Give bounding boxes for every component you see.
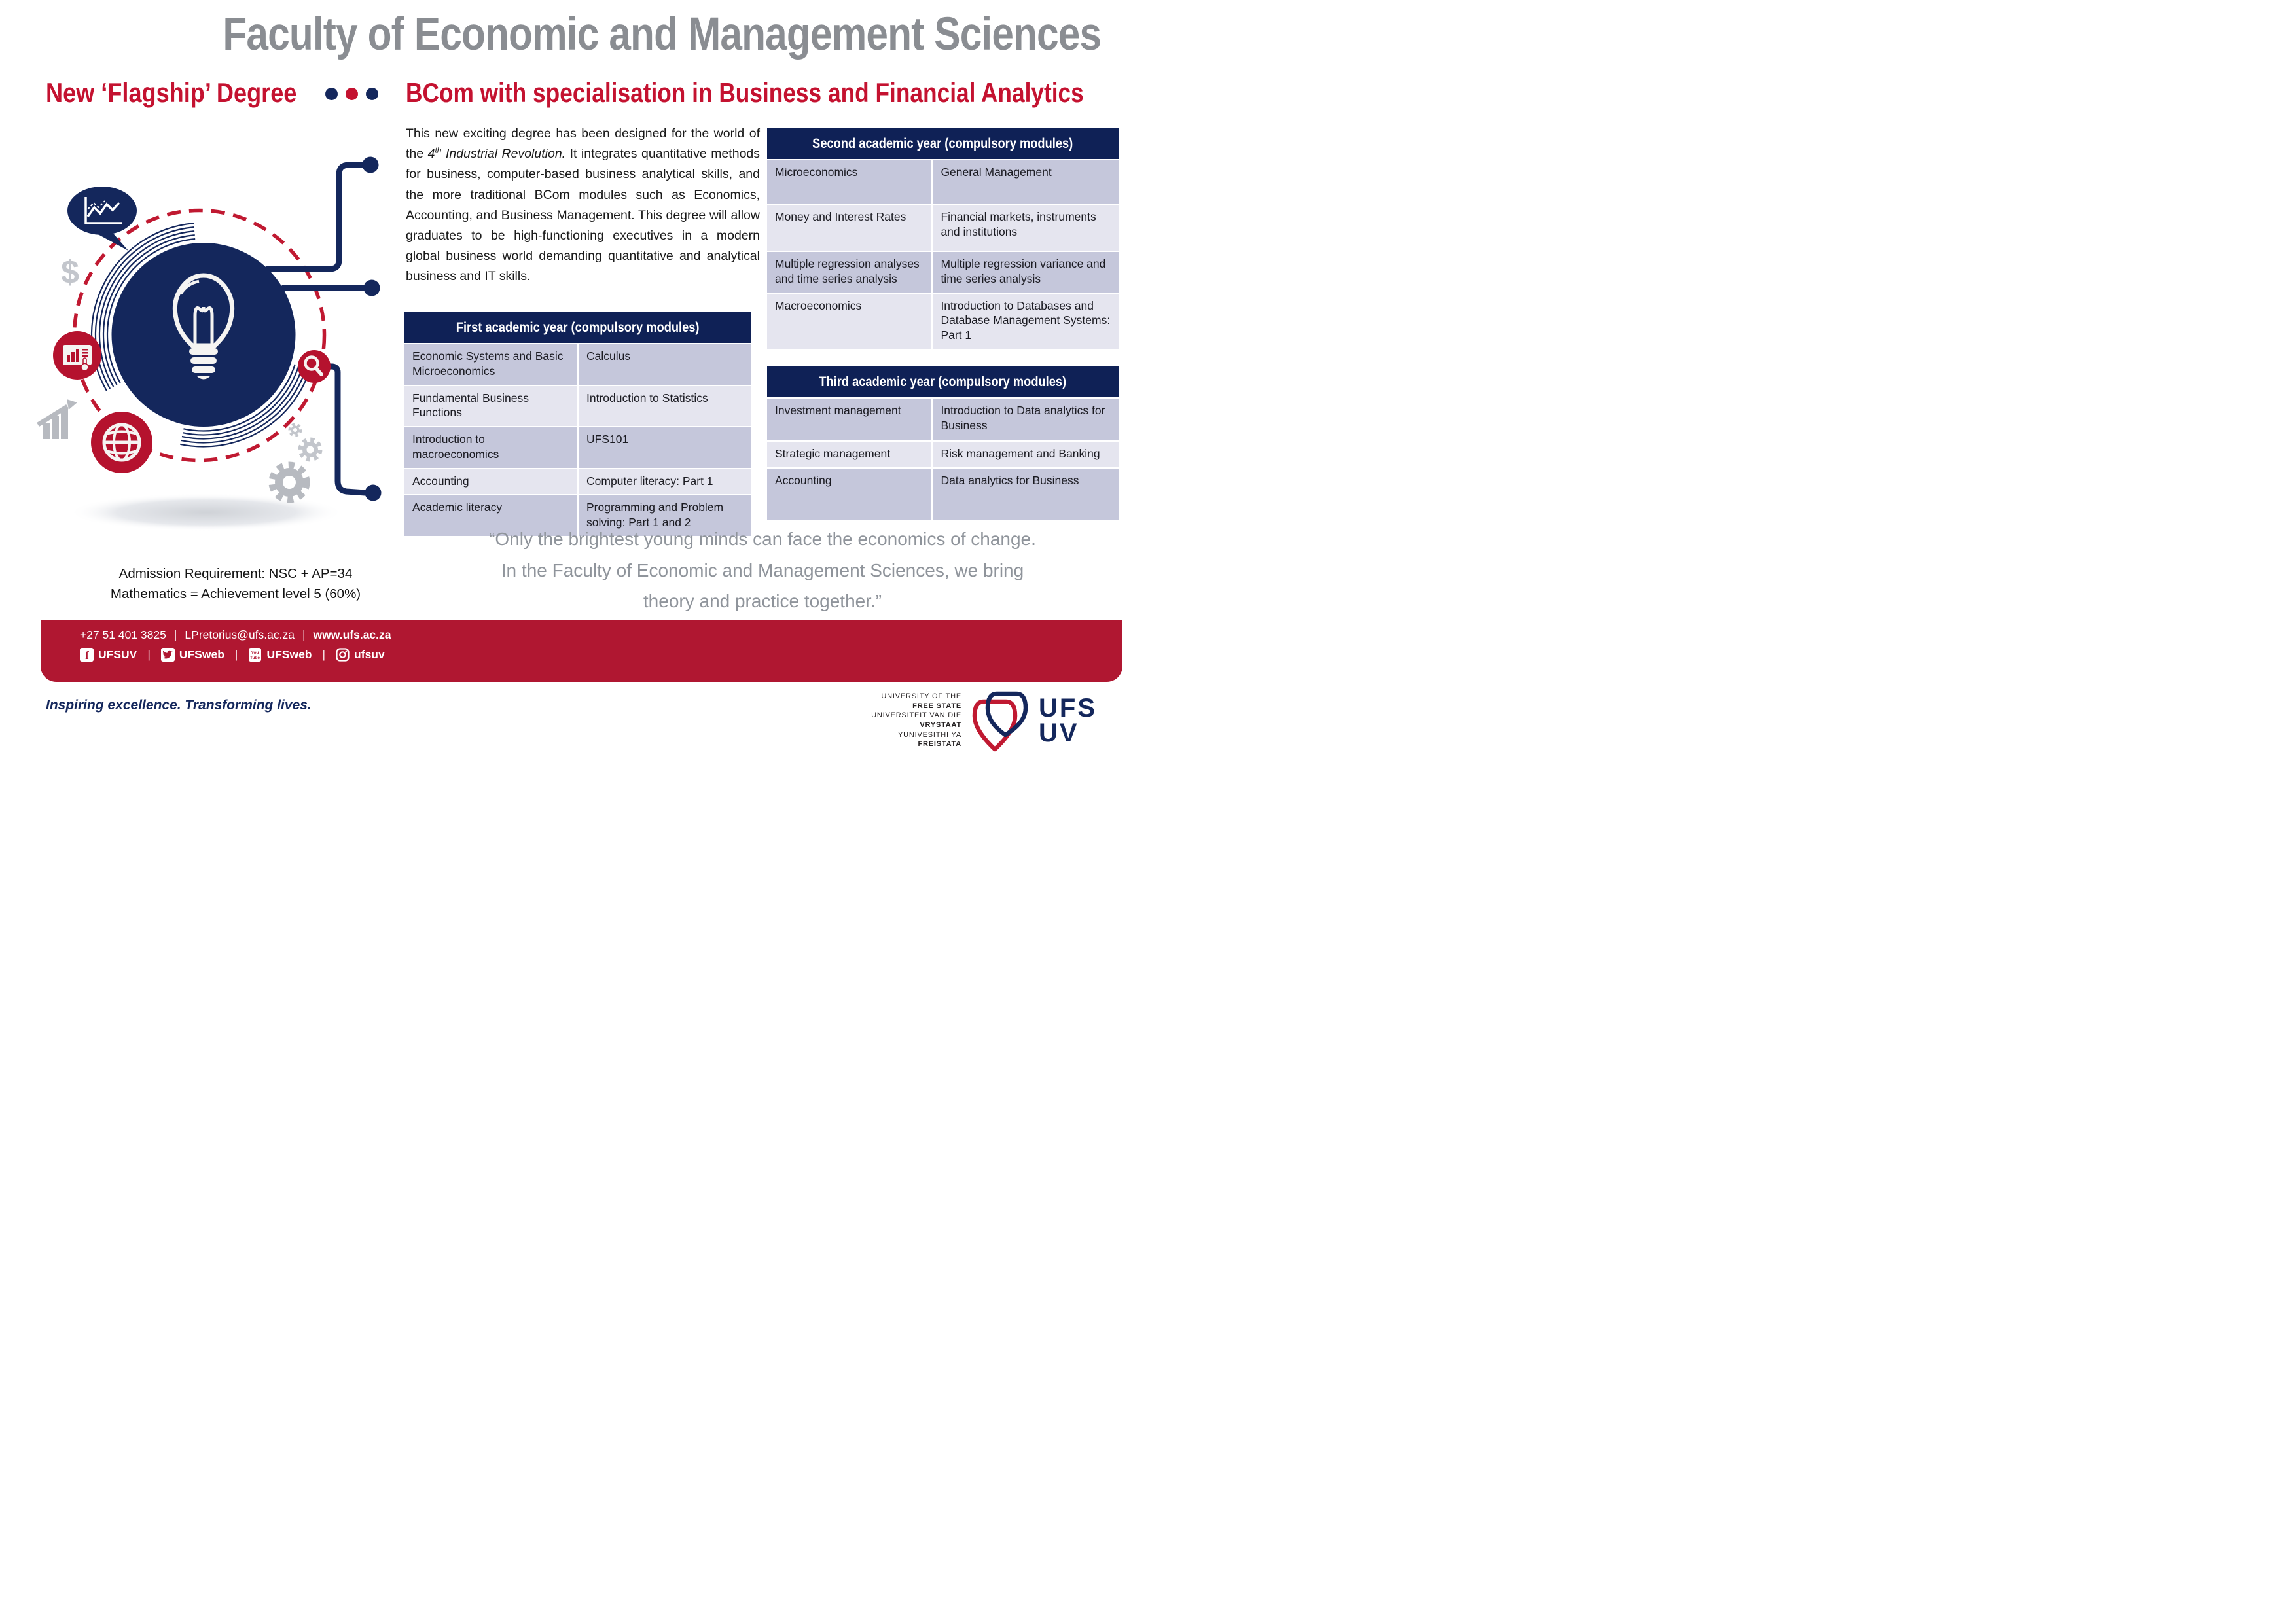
quote: “Only the brightest young minds can face the economics of change. In the Faculty of Economic and Management Sciences, we bring theory and practice together.” (489, 529, 1036, 612)
globe-icon (91, 412, 152, 473)
chart-bubble (67, 187, 137, 251)
contact-bar: +27 51 401 3825 | LPretorius@ufs.ac.za | www.ufs.ac.za f UFSUV | UFSweb | You Tube UFSweb | ufsuv (41, 620, 1122, 682)
facebook-link[interactable]: f UFSUV (80, 648, 137, 662)
dollar-icon: $ (61, 254, 79, 291)
dot-navy (366, 88, 378, 100)
table-row: Accounting Data analytics for Business (767, 469, 1119, 520)
table-header: Second academic year (compulsory modules) (767, 128, 1119, 159)
connector-dot (364, 280, 380, 296)
university-name-lines: UNIVERSITY OF THE FREE STATE UNIVERSITEIT VAN DIE VRYSTAAT YUNIVESITHI YA FREISTATA (871, 692, 961, 749)
table-first-year (404, 312, 751, 536)
gear-icon (272, 425, 320, 499)
table-row: Investment management Introduction to Data analytics for Business (767, 399, 1119, 440)
table-row: Academic literacy Programming and Problem solving: Part 1 and 2 (404, 495, 751, 536)
table-second-year (767, 128, 1119, 349)
poster-page (0, 0, 1148, 812)
table-header: First academic year (compulsory modules) (404, 312, 751, 343)
table-header: Third academic year (compulsory modules) (767, 366, 1119, 397)
table-row: Microeconomics General Management (767, 160, 1119, 204)
table-row: Fundamental Business Functions Introduction to Statistics (404, 386, 751, 427)
ufs-logo-mark (971, 688, 1030, 753)
lightbulb-illustration (7, 147, 425, 605)
tablet-analytics-icon (53, 331, 101, 380)
shadow (69, 493, 344, 531)
admission-requirements: Admission Requirement: NSC + AP=34 Mathematics = Achievement level 5 (60%) (110, 566, 361, 601)
connector-dot (365, 485, 382, 501)
website-link[interactable]: www.ufs.ac.za (313, 628, 391, 641)
svg-text:f: f (85, 649, 89, 662)
table-row: Money and Interest Rates Financial markets, instruments and institutions (767, 205, 1119, 251)
email-link[interactable]: LPretorius@ufs.ac.za (185, 628, 295, 641)
page-title: Faculty of Economic and Management Sciences (223, 9, 1102, 60)
table-row: Macroeconomics Introduction to Databases and Database Management Systems: Part 1 (767, 294, 1119, 349)
table-row: Introduction to macroeconomics UFS101 (404, 427, 751, 468)
instagram-link[interactable]: ufsuv (336, 648, 385, 662)
intro-paragraph: This new exciting degree has been designed for the world of the 4th Industrial Revolution. It integrates quantitative methods for business, computer-based business analytical skills, and the more traditional BCom modules such as Economics, Accounting, and Business Management. This degree will allow graduates to be high-functioning executives in a modern global business world demanding quantitative and analytical business and IT skills. (406, 126, 761, 284)
table-row: Multiple regression analyses and time series analysis Multiple regression variance and time series analysis (767, 252, 1119, 293)
degree-heading: BCom with specialisation in Business and Financial Analytics (406, 77, 1084, 108)
facebook-icon (80, 648, 94, 662)
youtube-link[interactable]: You Tube UFSweb (248, 648, 312, 662)
twitter-link[interactable]: UFSweb (161, 648, 224, 662)
table-row: Economic Systems and Basic Microeconomics Calculus (404, 344, 751, 385)
table-third-year (767, 366, 1119, 520)
divider-dots (325, 88, 378, 100)
connector-dot (363, 157, 379, 173)
ufs-acronym: UFS UV (1039, 694, 1097, 747)
main-circle (112, 243, 296, 427)
bar-chart-icon (38, 399, 77, 439)
phone-number: +27 51 401 3825 (80, 628, 166, 641)
svg-text:You: You (251, 651, 259, 655)
dot-red (346, 88, 358, 100)
svg-text:Tube: Tube (250, 656, 260, 660)
new-flagship-degree-label: New ‘Flagship’ Degree (46, 77, 297, 108)
search-icon (298, 350, 331, 383)
dot-navy (325, 88, 338, 100)
instagram-icon (336, 648, 350, 662)
tagline: Inspiring excellence. Transforming lives. (46, 698, 312, 713)
youtube-icon (248, 648, 262, 662)
table-row: Accounting Computer literacy: Part 1 (404, 469, 751, 495)
ufs-logo (857, 688, 1097, 753)
table-row: Strategic management Risk management and Banking (767, 442, 1119, 467)
twitter-icon (161, 648, 175, 662)
